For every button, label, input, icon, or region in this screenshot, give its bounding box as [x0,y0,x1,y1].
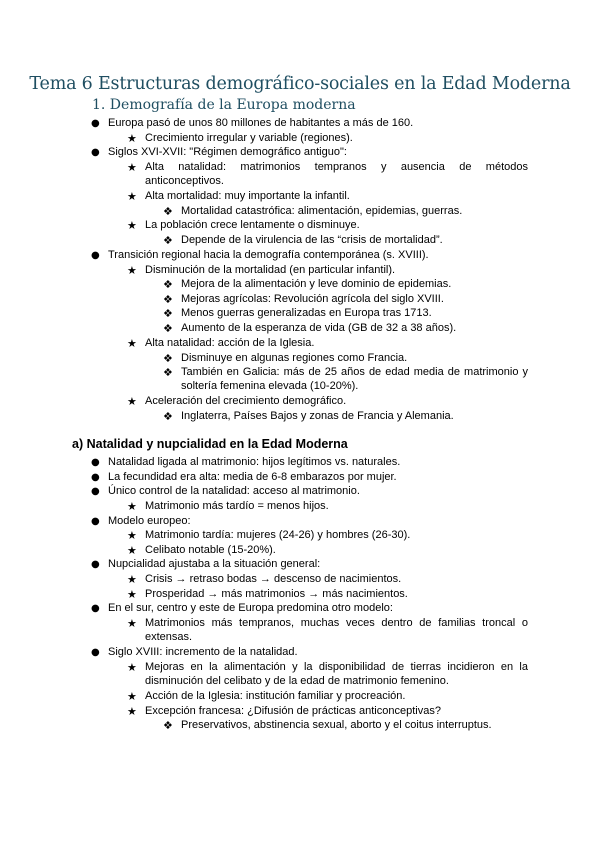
list-item: Aceleración del crecimiento demográfico. [145,395,347,407]
list-item: Natalidad ligada al matrimonio: hijos legítimos vs. naturales. [108,456,401,468]
bullet-star: ★ [127,573,137,586]
list-item: Siglo XVIII: incremento de la natalidad. [108,646,298,658]
bullet-star: ★ [127,132,137,145]
list-item-continuation: soltería femenina elevada (10-20%). [181,380,359,392]
list-item: Alta natalidad: acción de la Iglesia. [145,337,315,349]
bullet-star: ★ [127,544,137,557]
bullet-dot: ● [91,516,100,527]
list-item: Mortalidad catastrófica: alimentación, epidemias, guerras. [181,205,463,217]
list-item: En el sur, centro y este de Europa predomina otro modelo: [108,602,393,614]
bullet-dot: ● [91,603,100,614]
list-item: Menos guerras generalizadas en Europa tras 1713. [181,307,432,319]
list-item: Aumento de la esperanza de vida (GB de 32 a 38 años). [181,322,457,334]
list-item-continuation: anticonceptivos. [145,175,224,187]
bullet-star: ★ [127,161,137,174]
list-item: Mejora de la alimentación y leve dominio de epidemias. [181,278,452,290]
list-item: Nupcialidad ajustaba a la situación general: [108,558,321,570]
bullet-star: ★ [127,219,137,232]
bullet-diamond: ❖ [163,366,173,379]
bullet-star: ★ [127,617,137,630]
list-item: Siglos XVI-XVII: "Régimen demográfico antiguo": [108,146,347,158]
bullet-dot: ● [91,250,100,261]
list-item: Matrimonio tardía: mujeres (24-26) y hombres (26-30). [145,529,411,541]
bullet-diamond: ❖ [163,293,173,306]
list-item: Matrimonio más tardío = menos hijos. [145,500,329,512]
bullet-diamond: ❖ [163,205,173,218]
page-title: Tema 6 Estructuras demográfico-sociales en la Edad Moderna [29,74,571,94]
list-item: Único control de la natalidad: acceso al matrimonio. [108,485,360,497]
bullet-dot: ● [91,147,100,158]
bullet-star: ★ [127,661,137,674]
list-item: Acción de la Iglesia: institución familiar y procreación. [145,690,406,702]
list-item: Modelo europeo: [108,515,191,527]
bullet-dot: ● [91,118,100,129]
list-item: Transición regional hacia la demografía contemporánea (s. XVIII). [108,249,429,261]
bullet-dot: ● [91,457,100,468]
bullet-diamond: ❖ [163,278,173,291]
bullet-diamond: ❖ [163,307,173,320]
list-item: Excepción francesa: ¿Difusión de prácticas anticonceptivas? [145,705,441,717]
list-item: Alta mortalidad: muy importante la infantil. [145,190,350,202]
list-item-continuation: disminución del celibato y de la edad de matrimonio femenino. [145,675,449,687]
bullet-dot: ● [91,472,100,483]
bullet-diamond: ❖ [163,410,173,423]
list-item: La población crece lentamente o disminuye. [145,219,360,231]
bullet-star: ★ [127,264,137,277]
list-item: Matrimonios más tempranos, muchas veces dentro de familias troncal o [145,617,528,629]
bullet-star: ★ [127,500,137,513]
bullet-diamond: ❖ [163,322,173,335]
list-item: Crecimiento irregular y variable (regiones). [145,132,353,144]
list-item: Disminuye en algunas regiones como Francia. [181,352,408,364]
bullet-diamond: ❖ [163,352,173,365]
list-item: Prosperidad → más matrimonios → más nacimientos. [145,588,408,600]
bullet-dot: ● [91,486,100,497]
list-item: Crisis → retraso bodas → descenso de nacimientos. [145,573,402,585]
list-item: Mejoras agrícolas: Revolución agrícola del siglo XVIII. [181,293,444,305]
section-heading-natalidad: a) Natalidad y nupcialidad en la Edad Moderna [72,437,348,451]
list-item-continuation: extensas. [145,631,193,643]
list-item: Alta natalidad: matrimonios tempranos y ausencia de métodos [145,161,528,173]
bullet-star: ★ [127,690,137,703]
list-item: Europa pasó de unos 80 millones de habitantes a más de 160. [108,117,414,129]
bullet-star: ★ [127,705,137,718]
list-item: Depende de la virulencia de las “crisis de mortalidad”. [181,234,443,246]
bullet-star: ★ [127,190,137,203]
list-item: Disminución de la mortalidad (en particular infantil). [145,264,396,276]
bullet-star: ★ [127,337,137,350]
list-item: También en Galicia: más de 25 años de edad media de matrimonio y [181,366,528,378]
bullet-star: ★ [127,588,137,601]
list-item: Mejoras en la alimentación y la disponibilidad de tierras incidieron en la [145,661,528,673]
bullet-star: ★ [127,395,137,408]
bullet-diamond: ❖ [163,234,173,247]
bullet-dot: ● [91,559,100,570]
bullet-dot: ● [91,647,100,658]
bullet-diamond: ❖ [163,719,173,732]
bullet-star: ★ [127,529,137,542]
section-heading-demografia: 1. Demografía de la Europa moderna [92,97,356,113]
list-item: Preservativos, abstinencia sexual, aborto y el coitus interruptus. [181,719,492,731]
list-item: Inglaterra, Países Bajos y zonas de Francia y Alemania. [181,410,454,422]
list-item: Celibato notable (15-20%). [145,544,276,556]
list-item: La fecundidad era alta: media de 6-8 embarazos por mujer. [108,471,397,483]
